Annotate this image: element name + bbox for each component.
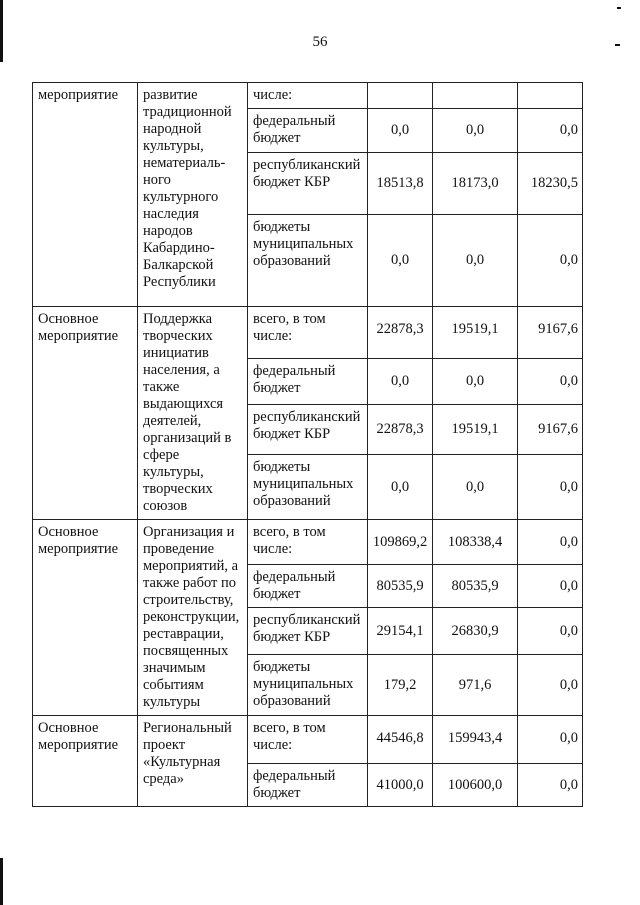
amount-cell-v1 xyxy=(368,83,433,109)
budget-table-body xyxy=(33,83,583,807)
amount-cell-v2: 19519,1 xyxy=(433,307,518,359)
amount-cell-v1: 22878,3 xyxy=(368,405,433,455)
amount-cell-v2: 100600,0 xyxy=(433,764,518,807)
page-number: 56 xyxy=(312,34,328,50)
amount-cell-v2 xyxy=(433,83,518,109)
scan-edge-mark xyxy=(0,858,3,905)
amount-cell-v1: 41000,0 xyxy=(368,764,433,807)
activity-name-cell: Организация и проведение мероприятий, а также работ по строительству, реконструкции, реставрации, посвященных значимым событиям культуры xyxy=(138,520,248,716)
funding-source-cell: всего, в том числе: xyxy=(248,520,368,565)
scan-edge-mark xyxy=(0,0,3,62)
table-row xyxy=(33,83,583,109)
funding-source-cell: республиканский бюджет КБР xyxy=(248,608,368,655)
table-row xyxy=(33,307,583,359)
funding-source-cell: числе: xyxy=(248,83,368,109)
funding-source-cell: всего, в том числе: xyxy=(248,716,368,764)
amount-cell-v1: 18513,8 xyxy=(368,153,433,215)
funding-source-cell: федеральный бюджет xyxy=(248,109,368,153)
funding-source-cell: бюджеты муниципальных образований xyxy=(248,455,368,520)
amount-cell-v1: 0,0 xyxy=(368,358,433,404)
amount-cell-v1: 44546,8 xyxy=(368,716,433,764)
amount-cell-v2: 0,0 xyxy=(433,358,518,404)
amount-cell-v3: 0,0 xyxy=(518,655,583,716)
funding-source-cell: бюджеты муниципальных образований xyxy=(248,215,368,307)
activity-type-cell: Основное мероприятие xyxy=(33,716,138,807)
amount-cell-v2: 0,0 xyxy=(433,215,518,307)
funding-source-cell: всего, в том числе: xyxy=(248,307,368,359)
amount-cell-v1: 179,2 xyxy=(368,655,433,716)
amount-cell-v3: 0,0 xyxy=(518,455,583,520)
amount-cell-v2: 19519,1 xyxy=(433,405,518,455)
amount-cell-v3 xyxy=(518,83,583,109)
funding-source-cell: федеральный бюджет xyxy=(248,764,368,807)
amount-cell-v3: 9167,6 xyxy=(518,405,583,455)
funding-source-cell: федеральный бюджет xyxy=(248,564,368,608)
amount-cell-v3: 18230,5 xyxy=(518,153,583,215)
activity-name-cell: Региональный проект «Культурная среда» xyxy=(138,716,248,807)
budget-table xyxy=(32,82,583,807)
amount-cell-v3: 0,0 xyxy=(518,109,583,153)
amount-cell-v3: 0,0 xyxy=(518,358,583,404)
activity-type-cell: мероприятие xyxy=(33,83,138,307)
amount-cell-v1: 109869,2 xyxy=(368,520,433,565)
amount-cell-v2: 80535,9 xyxy=(433,564,518,608)
amount-cell-v3: 0,0 xyxy=(518,564,583,608)
amount-cell-v2: 26830,9 xyxy=(433,608,518,655)
table-row xyxy=(33,716,583,764)
amount-cell-v2: 18173,0 xyxy=(433,153,518,215)
amount-cell-v3: 9167,6 xyxy=(518,307,583,359)
amount-cell-v3: 0,0 xyxy=(518,215,583,307)
funding-source-cell: республиканский бюджет КБР xyxy=(248,153,368,215)
activity-name-cell: Поддержка творческих инициатив населения, а также выдающихся деятелей, организаций в сфере культуры, творческих союзов xyxy=(138,307,248,520)
amount-cell-v3: 0,0 xyxy=(518,764,583,807)
amount-cell-v2: 0,0 xyxy=(433,455,518,520)
funding-source-cell: республиканский бюджет КБР xyxy=(248,405,368,455)
amount-cell-v1: 0,0 xyxy=(368,455,433,520)
scan-dash-mark xyxy=(617,7,621,9)
table-row xyxy=(33,520,583,565)
amount-cell-v1: 22878,3 xyxy=(368,307,433,359)
amount-cell-v1: 0,0 xyxy=(368,109,433,153)
amount-cell-v3: 0,0 xyxy=(518,608,583,655)
amount-cell-v2: 108338,4 xyxy=(433,520,518,565)
amount-cell-v3: 0,0 xyxy=(518,716,583,764)
amount-cell-v2: 971,6 xyxy=(433,655,518,716)
amount-cell-v2: 0,0 xyxy=(433,109,518,153)
activity-type-cell: Основное мероприятие xyxy=(33,307,138,520)
funding-source-cell: бюджеты муниципальных образований xyxy=(248,655,368,716)
activity-name-cell: развитие традиционной народной культуры, нематериаль- ного культурного наследия народов Кабардино- Балкарской Республики xyxy=(138,83,248,307)
amount-cell-v2: 159943,4 xyxy=(433,716,518,764)
amount-cell-v1: 80535,9 xyxy=(368,564,433,608)
amount-cell-v1: 29154,1 xyxy=(368,608,433,655)
funding-source-cell: федеральный бюджет xyxy=(248,358,368,404)
activity-type-cell: Основное мероприятие xyxy=(33,520,138,716)
amount-cell-v3: 0,0 xyxy=(518,520,583,565)
amount-cell-v1: 0,0 xyxy=(368,215,433,307)
